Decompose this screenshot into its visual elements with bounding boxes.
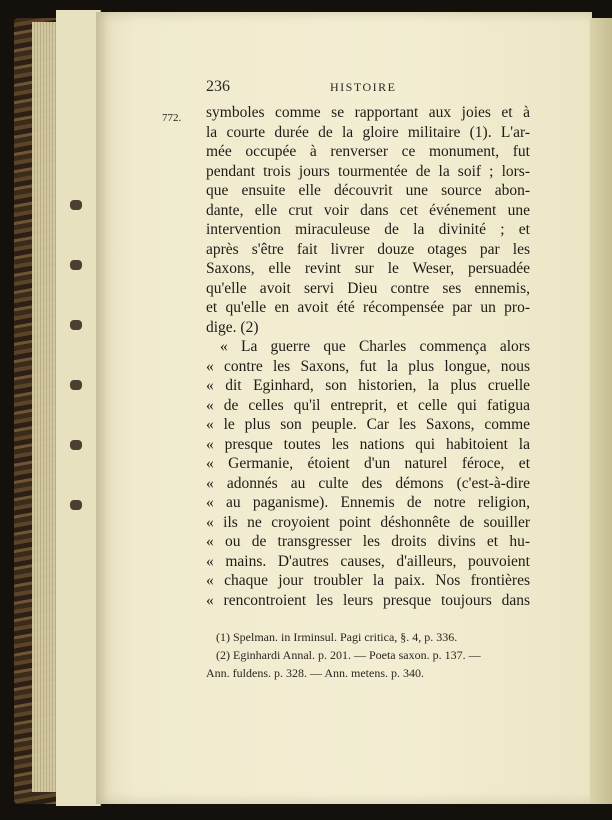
ink-mark [70, 380, 82, 390]
page-header [0, 78, 612, 98]
text-line: que ensuite elle découvrit une source abon- [206, 182, 530, 199]
text-line: « contre les Saxons, fut la plus longue, nous [206, 357, 530, 375]
text-line: « mains. D'autres causes, d'ailleurs, pouvoient [206, 552, 530, 570]
text-line: « presque toutes les nations qui habitoient la [206, 435, 530, 453]
footnote: (1) Spelman. in Irminsul. Pagi critica, §. 4, p. 336. [216, 630, 458, 644]
running-title: HISTOIRE [330, 80, 397, 94]
text-line: « rencontroient les leurs presque toujours dans [206, 591, 530, 609]
footnote: Ann. fuldens. p. 328. — Ann. metens. p. 340. [206, 666, 424, 680]
margin-year: 772. [162, 112, 182, 124]
text-line: et qu'elle en avoit été récompensée par un pro- [206, 299, 530, 316]
text-line: « Germanie, étoient d'un naturel féroce, et [206, 455, 530, 472]
text-line: « dit Eginhard, son historien, la plus cruelle [206, 377, 530, 394]
text-line: intervention miraculeuse de la divinité ; et [206, 221, 530, 238]
page-edges [32, 22, 58, 792]
ink-mark [70, 320, 82, 330]
text-line: Saxons, elle revint sur le Weser, persuadée [206, 260, 530, 277]
ink-mark [70, 260, 82, 270]
text-line: « chaque jour troubler la paix. Nos frontières [206, 572, 530, 589]
ink-mark [70, 200, 82, 210]
text-line: qu'elle avoit servi Dieu contre ses ennemis, [206, 279, 530, 297]
text-line: « adonnés au culte des démons (c'est-à-dire [206, 474, 530, 492]
text-line: dante, elle crut voir dans cet événement une [206, 201, 530, 219]
footnote: (2) Eginhardi Annal. p. 201. — Poeta saxon. p. 137. — [216, 648, 481, 662]
footnotes [206, 628, 530, 682]
text-line: dige. (2) [206, 318, 259, 336]
text-line: la courte durée de la gloire militaire (1). L'ar- [206, 123, 530, 141]
body-text [206, 103, 530, 610]
facing-page-edge [590, 18, 612, 804]
text-line: mée occupée à renverser ce monument, fut [206, 143, 530, 160]
text-line: pendant trois jours tourmentée de la soif ; lors- [206, 162, 530, 180]
text-line: « La guerre que Charles commença alors [220, 338, 530, 355]
text-line: « au paganisme). Ennemis de notre religion, [206, 494, 530, 511]
text-line: « ils ne croyoient point déshonnête de souiller [206, 513, 530, 531]
text-line: « de celles qu'il entreprit, et celle qui fatigua [206, 396, 530, 414]
text-line: « le plus son peuple. Car les Saxons, comme [206, 416, 530, 433]
text-line: « ou de transgresser les droits divins et hu- [206, 533, 530, 550]
torn-stub-page [56, 10, 101, 806]
text-line: symboles comme se rapportant aux joies et à [206, 104, 530, 121]
text-line: après s'être fait livrer douze otages par les [206, 240, 530, 258]
ink-mark [70, 500, 82, 510]
ink-mark [70, 440, 82, 450]
page-number: 236 [206, 78, 230, 95]
